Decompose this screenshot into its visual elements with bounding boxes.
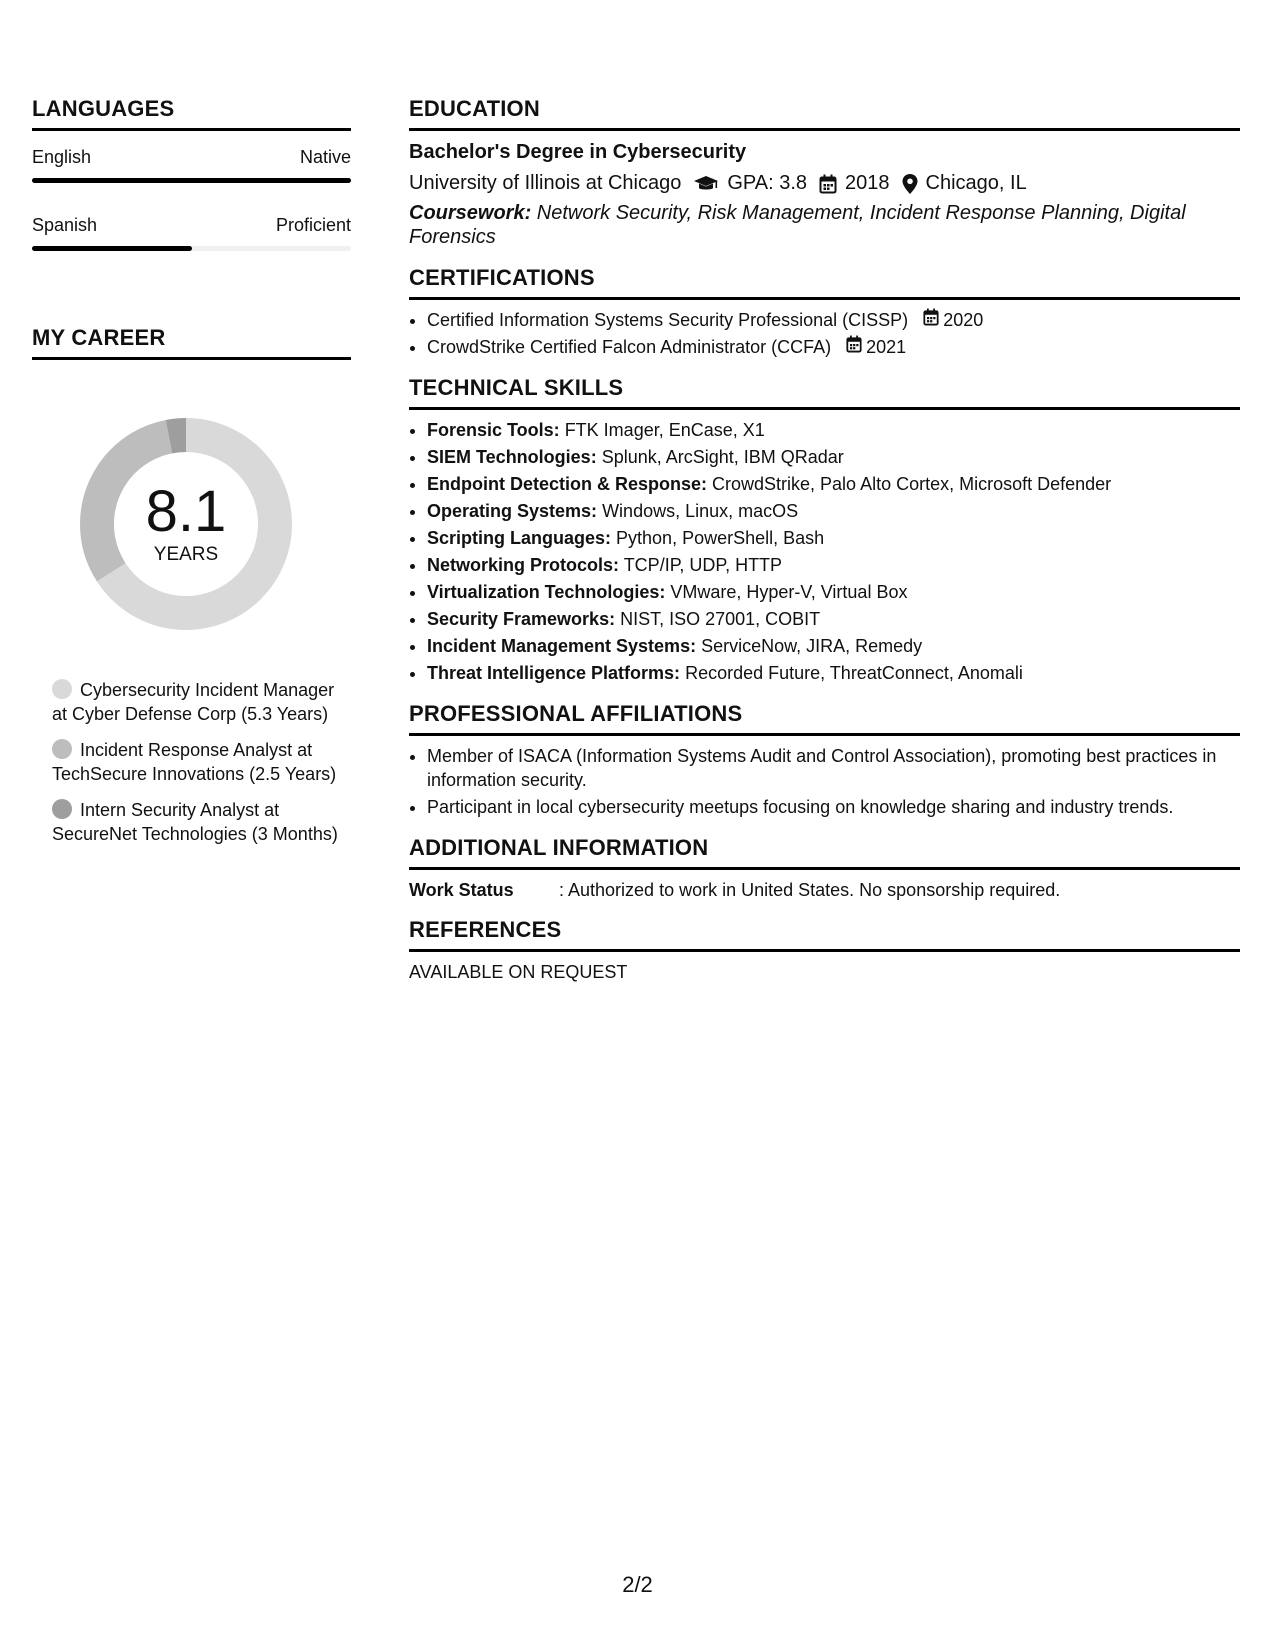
- skill-value: ServiceNow, JIRA, Remedy: [696, 636, 923, 656]
- list-item: [427, 335, 1240, 359]
- skill-label: Virtualization Technologies:: [427, 582, 666, 602]
- additional-info-section: [409, 835, 1240, 901]
- certifications-list: [409, 308, 1240, 359]
- graduation-year: 2018: [845, 172, 890, 194]
- languages-section: [32, 96, 351, 251]
- list-item: [427, 580, 1240, 604]
- list-item: [427, 308, 1240, 332]
- page-number: 2/2: [622, 1572, 653, 1597]
- gpa: GPA: 3.8: [727, 172, 808, 194]
- skill-label: SIEM Technologies:: [427, 447, 597, 467]
- list-item: [427, 499, 1240, 523]
- additional-info-title: ADDITIONAL INFORMATION: [409, 835, 1240, 870]
- skill-value: CrowdStrike, Palo Alto Cortex, Microsoft Defender: [707, 474, 1112, 494]
- affiliations-section: [409, 701, 1240, 819]
- certifications-section: [409, 265, 1240, 359]
- language-bar: [32, 246, 351, 251]
- language-item: [32, 147, 351, 183]
- skill-value: NIST, ISO 27001, COBIT: [615, 609, 821, 629]
- skill-label: Threat Intelligence Platforms:: [427, 663, 681, 683]
- language-bar-fill: [32, 178, 351, 183]
- skill-label: Networking Protocols:: [427, 555, 620, 575]
- legend-item: [52, 738, 351, 786]
- language-bar-fill: [32, 246, 192, 251]
- education-title: EDUCATION: [409, 96, 1240, 131]
- references-text: AVAILABLE ON REQUEST: [409, 962, 628, 982]
- language-name: Spanish: [32, 215, 98, 235]
- references-title: REFERENCES: [409, 917, 1240, 952]
- skill-label: Security Frameworks:: [427, 609, 616, 629]
- language-level: Proficient: [275, 215, 351, 235]
- education-meta: [409, 172, 1240, 195]
- skill-label: Operating Systems:: [427, 501, 598, 521]
- skill-value: Splunk, ArcSight, IBM QRadar: [596, 447, 844, 467]
- affiliations-title: PROFESSIONAL AFFILIATIONS: [409, 701, 1240, 736]
- right-column: [409, 96, 1240, 999]
- work-status-row: [409, 880, 1240, 901]
- list-item: • Member of ISACA (Information Systems Audit and Control Association), promoting best practices in information security.: [427, 744, 1240, 792]
- legend-dot: [52, 799, 72, 819]
- legend-label: Intern Security Analyst at SecureNet Technologies (3 Months): [52, 800, 338, 844]
- career-title: MY CAREER: [32, 325, 351, 360]
- career-total-unit: YEARS: [153, 544, 219, 565]
- work-status-label: Work Status: [409, 880, 514, 900]
- left-column: [32, 96, 351, 858]
- coursework: [409, 201, 1240, 249]
- school-location: Chicago, IL: [925, 172, 1027, 194]
- certification-name: Certified Information Systems Security Professional (CISSP): [427, 310, 909, 330]
- calendar-icon: [819, 174, 837, 194]
- calendar-icon: [923, 308, 943, 332]
- legend-label: Incident Response Analyst at TechSecure Innovations (2.5 Years): [52, 740, 337, 784]
- list-item: [427, 607, 1240, 631]
- degree-title: Bachelor's Degree in Cybersecurity: [409, 141, 747, 163]
- skill-label: Scripting Languages:: [427, 528, 612, 548]
- coursework-label: Coursework:: [409, 202, 532, 224]
- technical-skills-title: TECHNICAL SKILLS: [409, 375, 1240, 410]
- skill-value: Recorded Future, ThreatConnect, Anomali: [680, 663, 1023, 683]
- list-item: [427, 553, 1240, 577]
- list-item: [427, 418, 1240, 442]
- list-item: [427, 472, 1240, 496]
- skill-label: Incident Management Systems:: [427, 636, 697, 656]
- language-item: [32, 215, 351, 251]
- skill-value: Python, PowerShell, Bash: [611, 528, 825, 548]
- affiliations-list: [409, 744, 1240, 819]
- list-item: [427, 526, 1240, 550]
- career-legend: [32, 678, 351, 846]
- legend-item: [52, 798, 351, 846]
- graduation-cap-icon: [693, 175, 719, 193]
- legend-dot: [52, 679, 72, 699]
- career-section: [32, 325, 351, 846]
- list-item: [427, 661, 1240, 685]
- certification-year: 2021: [866, 337, 907, 357]
- skill-value: Windows, Linux, macOS: [597, 501, 799, 521]
- legend-label: Cybersecurity Incident Manager at Cyber Defense Corp (5.3 Years): [52, 680, 335, 724]
- technical-skills-section: [409, 375, 1240, 685]
- list-item: • Participant in local cybersecurity meetups focusing on knowledge sharing and industry trends.: [427, 795, 1240, 819]
- skill-value: FTK Imager, EnCase, X1: [559, 420, 765, 440]
- list-item: [427, 634, 1240, 658]
- map-pin-icon: [902, 174, 918, 194]
- skill-value: VMware, Hyper-V, Virtual Box: [665, 582, 908, 602]
- education-section: [409, 96, 1240, 249]
- school-name: University of Illinois at Chicago: [409, 172, 682, 194]
- coursework-list: Network Security, Risk Management, Incident Response Planning, Digital Forensics: [409, 202, 1186, 248]
- language-bar: [32, 178, 351, 183]
- language-name: English: [32, 147, 92, 167]
- skill-label: Endpoint Detection & Response:: [427, 474, 708, 494]
- certification-name: CrowdStrike Certified Falcon Administrator (CCFA): [427, 337, 832, 357]
- work-status-value: : Authorized to work in United States. No sponsorship required.: [559, 880, 1061, 900]
- language-level: Native: [299, 147, 351, 167]
- skill-value: TCP/IP, UDP, HTTP: [619, 555, 783, 575]
- skills-list: [409, 418, 1240, 685]
- certifications-title: CERTIFICATIONS: [409, 265, 1240, 300]
- skill-label: Forensic Tools:: [427, 420, 560, 440]
- legend-dot: [52, 739, 72, 759]
- references-section: [409, 917, 1240, 983]
- legend-item: [52, 678, 351, 726]
- languages-title: LANGUAGES: [32, 96, 351, 131]
- list-item: [427, 445, 1240, 469]
- career-donut-chart: [66, 404, 306, 644]
- career-total-years: 8.1: [145, 479, 227, 544]
- certification-year: 2020: [943, 310, 984, 330]
- calendar-icon: [846, 335, 866, 359]
